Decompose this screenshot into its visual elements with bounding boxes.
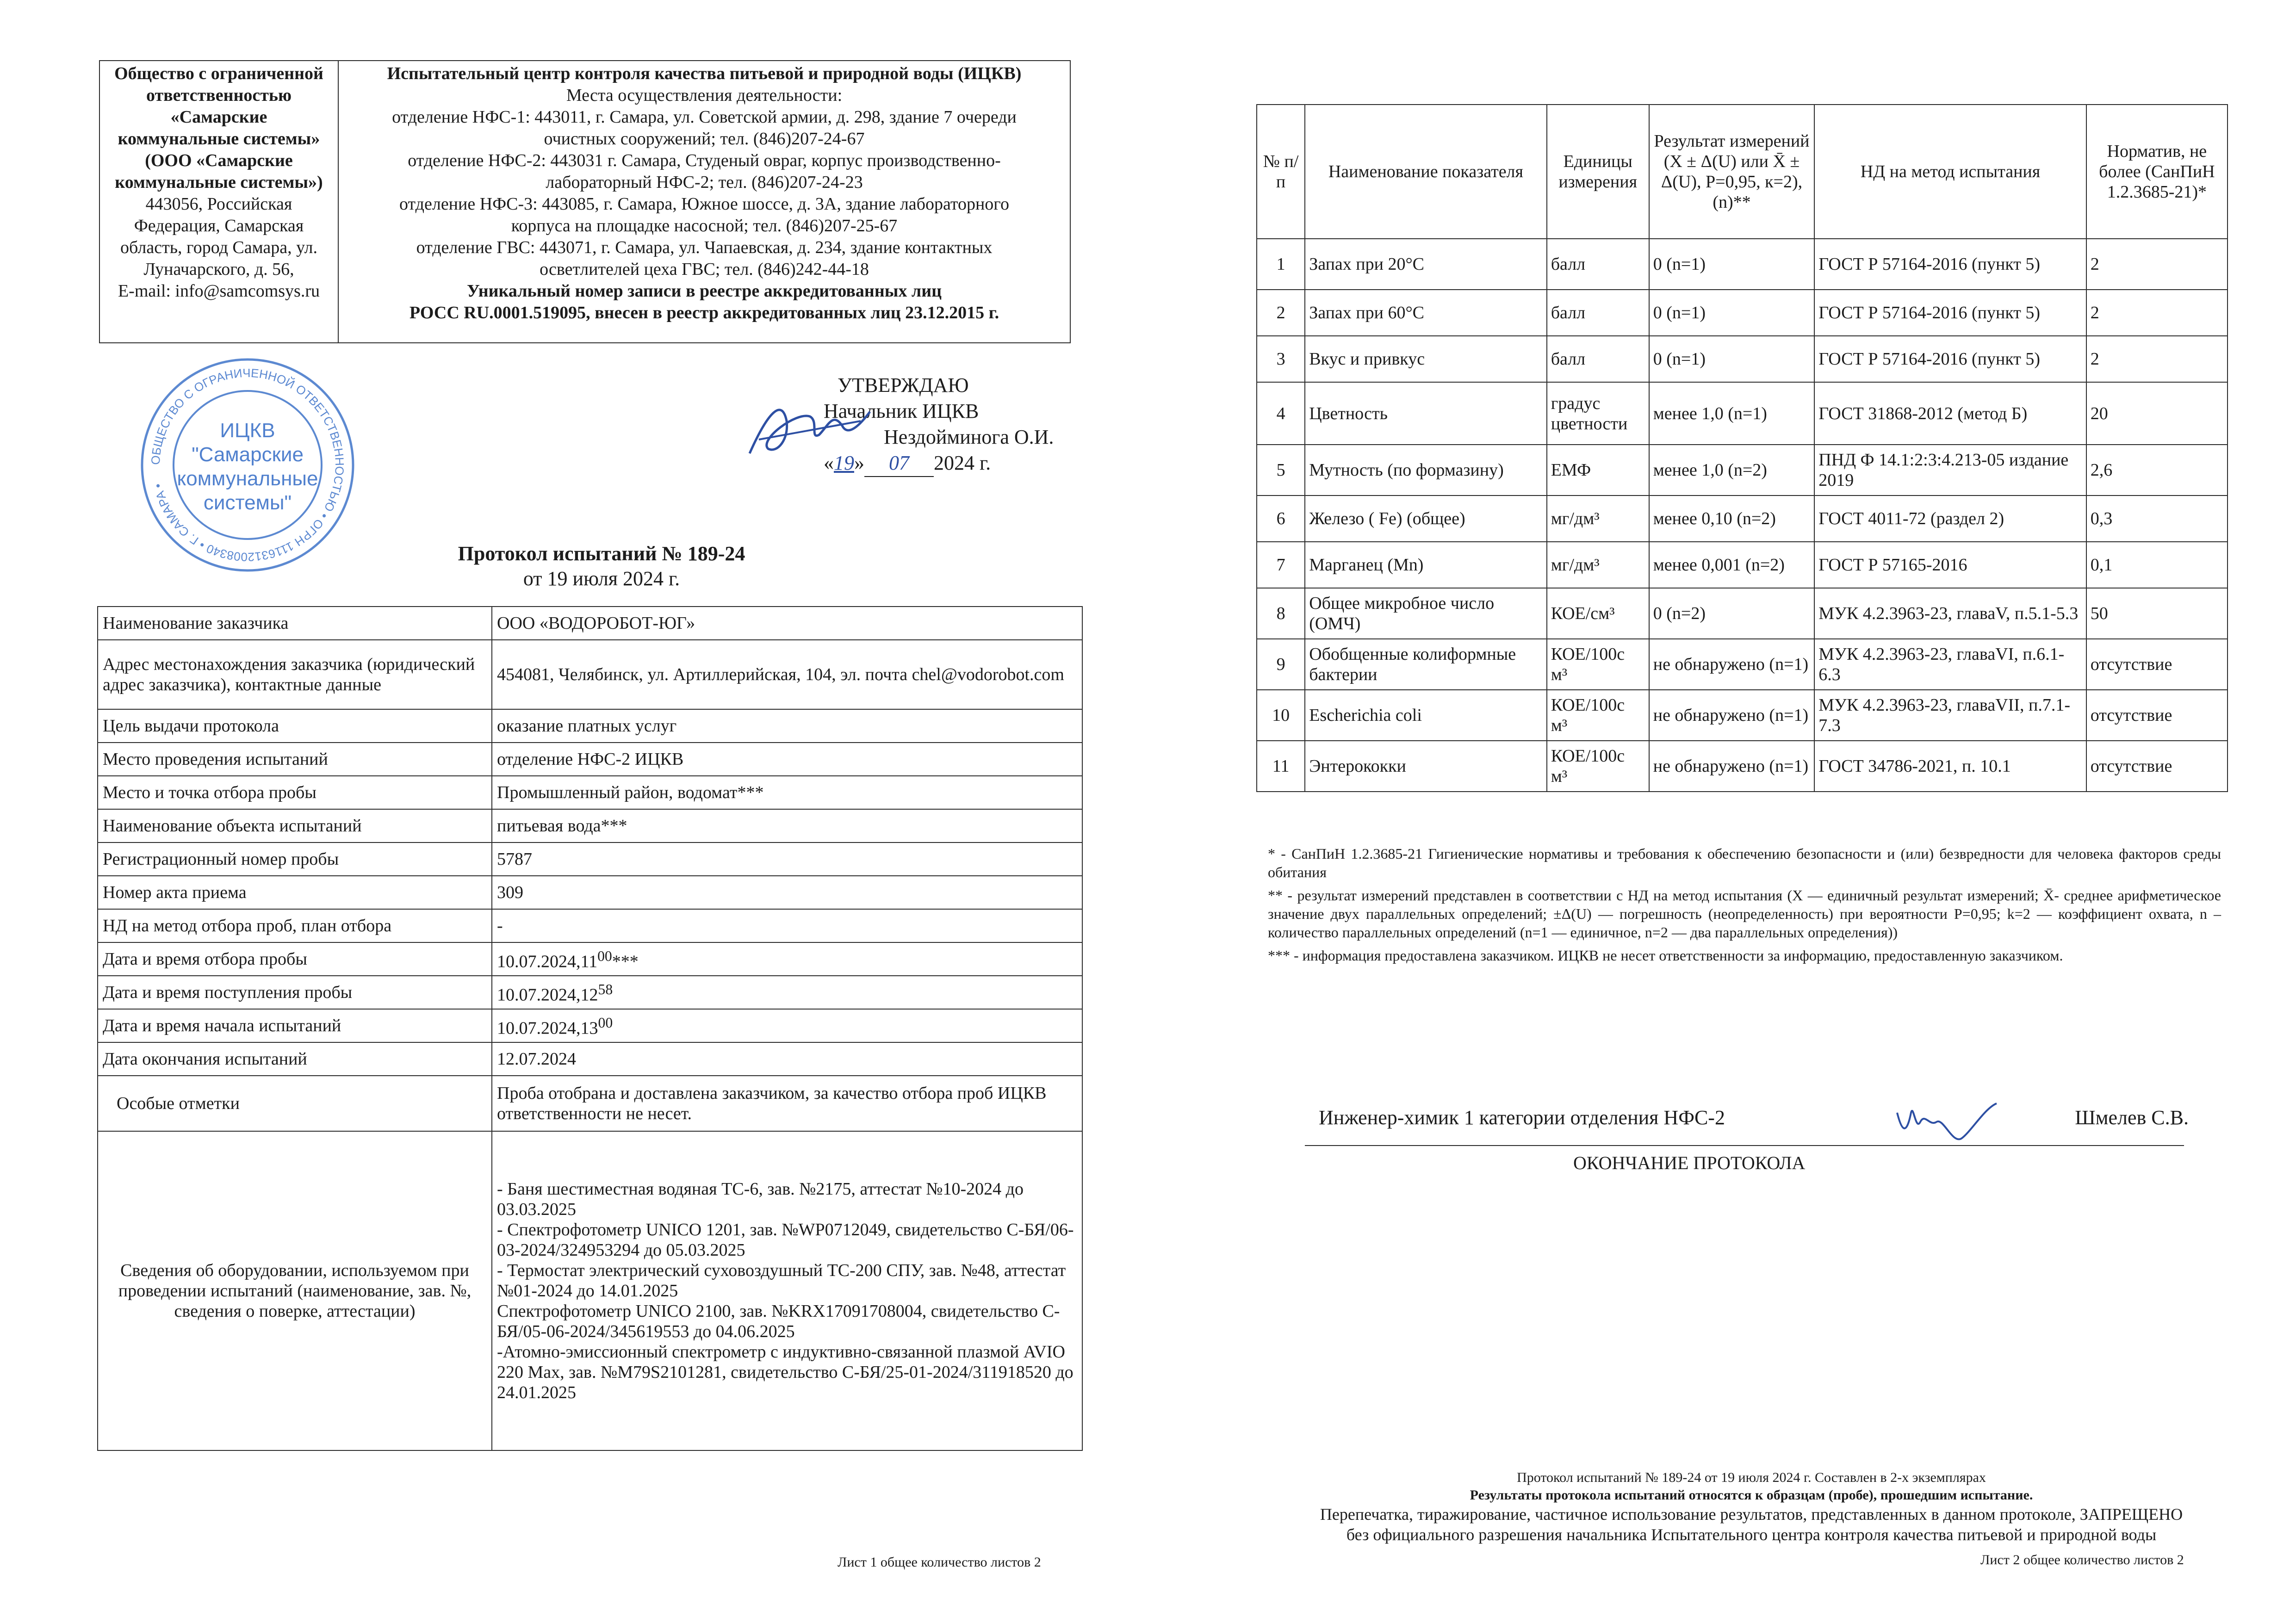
cell-result: 0 (n=2) <box>1649 588 1815 639</box>
cell-method: ГОСТ 4011-72 (раздел 2) <box>1814 496 2086 542</box>
center-line: осветлителей цеха ГВС; тел. (846)242-44-18 <box>540 260 869 279</box>
field-value <box>492 1009 1082 1042</box>
table-row <box>1257 382 2228 445</box>
col-header: Единицы измерения <box>1547 105 1649 239</box>
results-table <box>1256 104 2228 792</box>
cell-norm: отсутствие <box>2086 639 2228 690</box>
test-center-title: Испытательный центр контроля качества питьевой и природной воды (ИЦКВ) <box>387 64 1022 83</box>
field-value: Промышленный район, водомат*** <box>492 776 1082 809</box>
cell-result: 0 (n=1) <box>1649 290 1815 336</box>
org-line: область, город Самара, ул. <box>120 238 317 257</box>
field-label: Место проведения испытаний <box>98 743 492 776</box>
cell-unit: КОЕ/см³ <box>1547 588 1649 639</box>
cell-unit: КОЕ/100с м³ <box>1547 639 1649 690</box>
field-label: Дата и время начала испытаний <box>98 1009 492 1042</box>
equipment-item: - Баня шестиместная водяная ТС-6, зав. №2175, аттестат №10-2024 до 03.03.2025 <box>497 1179 1024 1219</box>
table-row <box>1257 496 2228 542</box>
field-label: Адрес местонахождения заказчика (юридический адрес заказчика), контактные данные <box>98 640 492 709</box>
cell-name: Марганец (Mn) <box>1305 542 1547 588</box>
cell-method: ГОСТ Р 57164-2016 (пункт 5) <box>1814 336 2086 382</box>
cell-norm: 50 <box>2086 588 2228 639</box>
cell-name: Обобщенные колиформные бактерии <box>1305 639 1547 690</box>
org-line: E-mail: info@samcomsys.ru <box>118 281 320 301</box>
sampled-time: 10.07.2024,11 <box>497 952 598 972</box>
cell-n: 10 <box>1257 690 1305 741</box>
cell-method: МУК 4.2.3963-23, главаVII, п.7.1- 7.3 <box>1814 690 2086 741</box>
field-value <box>492 942 1082 976</box>
stamp-line: системы" <box>203 491 292 514</box>
cell-method: МУК 4.2.3963-23, главаV, п.5.1-5.3 <box>1814 588 2086 639</box>
signer-position: Инженер-химик 1 категории отделения НФС-2 <box>1319 1106 1725 1129</box>
approver-position: Начальник ИЦКВ <box>824 400 979 422</box>
footnotes <box>1268 844 2221 969</box>
table-row <box>98 743 1082 776</box>
org-line: ответственностью <box>146 86 292 105</box>
cell-norm: 0,1 <box>2086 542 2228 588</box>
col-header: НД на метод испытания <box>1814 105 2086 239</box>
field-label: Наименование заказчика <box>98 607 492 640</box>
equipment-item: - Спектрофотометр UNICO 1201, зав. №WP0712049, свидетельство С-БЯ/06-03-2024/324953294 до 05.03.2025 <box>497 1220 1074 1260</box>
cell-n: 11 <box>1257 741 1305 792</box>
org-info-cell <box>99 61 338 343</box>
footnote: * - СанПиН 1.2.3685-21 Гигиенические нормативы и требования к обеспечению безопасности и (или) безвредности для человека факторов среды обитания <box>1268 845 2221 880</box>
cell-result: менее 0,10 (n=2) <box>1649 496 1815 542</box>
table-header-row <box>1257 105 2228 239</box>
stamp-line: ИЦКВ <box>220 419 275 442</box>
field-label: Сведения об оборудовании, используемом при проведении испытаний (наименование, зав. №, сведения о поверке, аттестации) <box>98 1131 492 1450</box>
table-row <box>98 976 1082 1009</box>
approve-label: УТВЕРЖДАЮ <box>838 374 969 396</box>
table-row <box>1257 336 2228 382</box>
cell-method: МУК 4.2.3963-23, главаVI, п.6.1- 6.3 <box>1814 639 2086 690</box>
cell-name: Запах при 60°С <box>1305 290 1547 336</box>
table-row <box>1257 741 2228 792</box>
bottom-notice <box>1249 1469 2253 1545</box>
center-line: отделение НФС-2: 443031 г. Самара, Студеный овраг, корпус производственно- <box>408 151 1001 170</box>
cell-unit: мг/дм³ <box>1547 542 1649 588</box>
cell-method: ГОСТ Р 57165-2016 <box>1814 542 2086 588</box>
center-line: корпуса на площадке насосной; тел. (846)207-25-67 <box>511 216 898 235</box>
center-line: отделение НФС-3: 443085, г. Самара, Южное шоссе, д. 3А, здание лабораторного <box>399 194 1009 214</box>
cell-method: ПНД Ф 14.1:2:3:4.213-05 издание 2019 <box>1814 445 2086 496</box>
table-row <box>98 607 1082 640</box>
field-value: питьевая вода*** <box>492 809 1082 842</box>
center-line: отделение НФС-1: 443011, г. Самара, ул. Советской армии, д. 298, здание 7 очереди <box>392 107 1017 127</box>
cell-norm: 2 <box>2086 336 2228 382</box>
center-line: Места осуществления деятельности: <box>566 86 843 105</box>
cell-method: ГОСТ 34786-2021, п. 10.1 <box>1814 741 2086 792</box>
org-line: Общество с ограниченной <box>114 64 323 83</box>
org-line: коммунальные системы» <box>118 129 320 149</box>
cell-name: Общее микробное число (ОМЧ) <box>1305 588 1547 639</box>
cell-norm: отсутствие <box>2086 741 2228 792</box>
received-minutes: 58 <box>598 981 613 998</box>
cell-name: Цветность <box>1305 382 1547 445</box>
cell-result: 0 (n=1) <box>1649 336 1815 382</box>
approval-month: 07 <box>864 450 934 477</box>
col-header: Наименование показателя <box>1305 105 1547 239</box>
table-row <box>98 876 1082 909</box>
signer-signature <box>1893 1094 2004 1159</box>
approver-signature <box>740 384 879 467</box>
col-header: Результат измерений (X ± Δ(U) или X̄ ± Δ(U), P=0,95, к=2), (n)** <box>1649 105 1815 239</box>
table-row <box>1257 290 2228 336</box>
received-time: 10.07.2024,12 <box>497 985 598 1005</box>
cell-method: ГОСТ Р 57164-2016 (пункт 5) <box>1814 239 2086 290</box>
sampled-note-mark: *** <box>612 952 639 972</box>
cell-result: не обнаружено (n=1) <box>1649 690 1815 741</box>
table-row <box>98 776 1082 809</box>
customer-info-table <box>97 606 1083 1451</box>
accreditation-line: РОСС RU.0001.519095, внесен в реестр аккредитованных лиц 23.12.2015 г. <box>409 303 999 322</box>
cell-name: Железо ( Fe) (общее) <box>1305 496 1547 542</box>
col-header: Норматив, не более (СанПиН 1.2.3685-21)* <box>2086 105 2228 239</box>
table-row <box>98 640 1082 709</box>
org-line: Луначарского, д. 56, <box>143 260 294 279</box>
field-label: Цель выдачи протокола <box>98 709 492 743</box>
field-value: 454081, Челябинск, ул. Артиллерийская, 104, эл. почта chel@vodorobot.com <box>492 640 1082 709</box>
cell-unit: мг/дм³ <box>1547 496 1649 542</box>
org-line: (ООО «Самарские <box>145 151 293 170</box>
cell-unit: градус цветности <box>1547 382 1649 445</box>
table-row <box>1257 239 2228 290</box>
table-row <box>98 709 1082 743</box>
field-label: Место и точка отбора пробы <box>98 776 492 809</box>
center-line: очистных сооружений; тел. (846)207-24-67 <box>544 129 865 149</box>
cell-n: 5 <box>1257 445 1305 496</box>
results-body <box>1257 239 2228 792</box>
field-value: 309 <box>492 876 1082 909</box>
signer-name: Шмелев С.В. <box>2075 1106 2189 1129</box>
cell-unit: балл <box>1547 239 1649 290</box>
end-of-protocol-label: ОКОНЧАНИЕ ПРОТОКОЛА <box>1573 1152 1806 1173</box>
approval-day: 19 <box>834 452 854 474</box>
signature-block <box>1319 1106 2189 1129</box>
table-row <box>1257 445 2228 496</box>
notice-line: Протокол испытаний № 189-24 от 19 июля 2024 г. Составлен в 2-х экземплярах <box>1517 1470 1986 1485</box>
date-quote-close: » <box>854 452 864 474</box>
table-row <box>98 1131 1082 1450</box>
equipment-item: - Термостат электрический суховоздушный ТС-200 СПУ, зав. №48, аттестат №01-2024 до 14.01.2025 <box>497 1261 1066 1301</box>
cell-unit: балл <box>1547 336 1649 382</box>
field-label: Дата окончания испытаний <box>98 1042 492 1076</box>
protocol-date: от 19 июля 2024 г. <box>523 567 680 590</box>
equipment-list <box>492 1131 1082 1450</box>
center-line: лабораторный НФС-2; тел. (846)207-24-23 <box>546 173 863 192</box>
sheet-counter: Лист 2 общее количество листов 2 <box>1980 1552 2184 1567</box>
cell-n: 4 <box>1257 382 1305 445</box>
equipment-item: Спектрофотометр UNICO 2100, зав. №KRX17091708004, свидетельство С-БЯ/05-06-2024/345619553 до 04.06.2025 <box>497 1301 1060 1341</box>
field-value <box>492 976 1082 1009</box>
stamp-ring-text: ОБЩЕСТВО С ОГРАНИЧЕННОЙ ОТВЕТСТВЕННОСТЬЮ • ОГРН 1116312008340 • Г. САМАРА • <box>148 365 347 564</box>
cell-norm: 2,6 <box>2086 445 2228 496</box>
cell-name: Энтерококки <box>1305 741 1547 792</box>
field-value: Проба отобрана и доставлена заказчиком, за качество отбора проб ИЦКВ ответственности не несет. <box>492 1076 1082 1131</box>
cell-unit: КОЕ/100с м³ <box>1547 690 1649 741</box>
field-label: Регистрационный номер пробы <box>98 842 492 876</box>
field-label: Номер акта приема <box>98 876 492 909</box>
table-row <box>1257 690 2228 741</box>
cell-n: 7 <box>1257 542 1305 588</box>
cell-result: не обнаружено (n=1) <box>1649 639 1815 690</box>
stamp-line: "Самарские <box>192 443 304 466</box>
cell-method: ГОСТ 31868-2012 (метод Б) <box>1814 382 2086 445</box>
cell-unit: балл <box>1547 290 1649 336</box>
start-minutes: 00 <box>598 1015 613 1031</box>
field-value: отделение НФС-2 ИЦКВ <box>492 743 1082 776</box>
field-value: 5787 <box>492 842 1082 876</box>
sampled-minutes: 00 <box>597 948 612 965</box>
table-row <box>98 809 1082 842</box>
org-line: коммунальные системы») <box>115 173 323 192</box>
protocol-title: Протокол испытаний № 189-24 <box>458 542 745 565</box>
accreditation-line: Уникальный номер записи в реестре аккредитованных лиц <box>466 281 942 301</box>
header-table <box>99 60 1071 343</box>
field-label: Дата и время поступления пробы <box>98 976 492 1009</box>
footnote: *** - информация предоставлена заказчиком. ИЦКВ не несет ответственности за информацию, предоставленную заказчиком. <box>1268 947 2063 964</box>
field-label: НД на метод отбора проб, план отбора <box>98 909 492 942</box>
date-quote-open: « <box>824 452 834 474</box>
cell-name: Escherichia coli <box>1305 690 1547 741</box>
table-row <box>1257 542 2228 588</box>
sheet-counter: Лист 1 общее количество листов 2 <box>838 1555 1041 1570</box>
field-value: 12.07.2024 <box>492 1042 1082 1076</box>
footnote: ** - результат измерений представлен в соответствии с НД на метод испытания (X — единичный результат измерений; X̄- среднее арифметическое значение двух параллельных определений; ±Δ(U) — погрешность (неопределенность) при вероятности Р=0,95; k=2 — коэффициент охвата, n – количество параллельных определений (n=1 — единичное, n=2 — два параллельных определения)) <box>1268 887 2221 941</box>
protocol-heading <box>324 541 879 591</box>
approver-name: Нездойминога О.И. <box>884 426 1054 448</box>
field-label: Наименование объекта испытаний <box>98 809 492 842</box>
org-line: «Самарские <box>170 107 267 127</box>
cell-unit: ЕМФ <box>1547 445 1649 496</box>
org-line: 443056, Российская <box>145 194 292 214</box>
cell-norm: 20 <box>2086 382 2228 445</box>
org-line: Федерация, Самарская <box>134 216 304 235</box>
cell-result: не обнаружено (n=1) <box>1649 741 1815 792</box>
table-row <box>98 1042 1082 1076</box>
cell-name: Мутность (по формазину) <box>1305 445 1547 496</box>
table-row <box>98 1009 1082 1042</box>
cell-n: 6 <box>1257 496 1305 542</box>
table-row <box>1257 639 2228 690</box>
field-value: ООО «ВОДОРОБОТ-ЮГ» <box>492 607 1082 640</box>
cell-result: 0 (n=1) <box>1649 239 1815 290</box>
notice-line: Перепечатка, тиражирование, частичное использование результатов, представленных в данном протоколе, ЗАПРЕЩЕНО <box>1320 1505 2183 1524</box>
approval-year: 2024 г. <box>934 452 991 474</box>
start-time: 10.07.2024,13 <box>497 1018 598 1038</box>
table-row <box>98 942 1082 976</box>
notice-line: без официального разрешения начальника Испытательного центра контроля качества питьевой и природной воды <box>1346 1525 2157 1544</box>
signature-line <box>1305 1145 2184 1146</box>
cell-n: 8 <box>1257 588 1305 639</box>
equipment-item: -Атомно-эмиссионный спектрометр с индуктивно-связанной плазмой AVIO 220 Max, зав. №M79S2101281, свидетельство С-БЯ/25-01-2024/311918520 до 24.01.2025 <box>497 1342 1074 1402</box>
cell-result: менее 1,0 (n=1) <box>1649 382 1815 445</box>
table-row <box>98 909 1082 942</box>
field-value: - <box>492 909 1082 942</box>
cell-n: 2 <box>1257 290 1305 336</box>
table-row <box>1257 588 2228 639</box>
table-row <box>98 1076 1082 1131</box>
field-label: Дата и время отбора пробы <box>98 942 492 976</box>
test-center-cell <box>338 61 1070 343</box>
cell-result: менее 0,001 (n=2) <box>1649 542 1815 588</box>
cell-norm: 2 <box>2086 290 2228 336</box>
notice-line: Результаты протокола испытаний относятся к образцам (пробе), прошедшим испытание. <box>1470 1487 2033 1503</box>
cell-norm: 0,3 <box>2086 496 2228 542</box>
cell-result: менее 1,0 (n=2) <box>1649 445 1815 496</box>
col-header: № п/п <box>1257 105 1305 239</box>
cell-unit: КОЕ/100с м³ <box>1547 741 1649 792</box>
cell-norm: 2 <box>2086 239 2228 290</box>
center-line: отделение ГВС: 443071, г. Самара, ул. Чапаевская, д. 234, здание контактных <box>416 238 993 257</box>
stamp-line: коммунальные <box>177 467 318 490</box>
cell-n: 3 <box>1257 336 1305 382</box>
cell-name: Запах при 20°С <box>1305 239 1547 290</box>
cell-n: 1 <box>1257 239 1305 290</box>
cell-name: Вкус и привкус <box>1305 336 1547 382</box>
cell-n: 9 <box>1257 639 1305 690</box>
table-row <box>98 842 1082 876</box>
field-value: оказание платных услуг <box>492 709 1082 743</box>
cell-method: ГОСТ Р 57164-2016 (пункт 5) <box>1814 290 2086 336</box>
field-label: Особые отметки <box>98 1076 492 1131</box>
cell-norm: отсутствие <box>2086 690 2228 741</box>
